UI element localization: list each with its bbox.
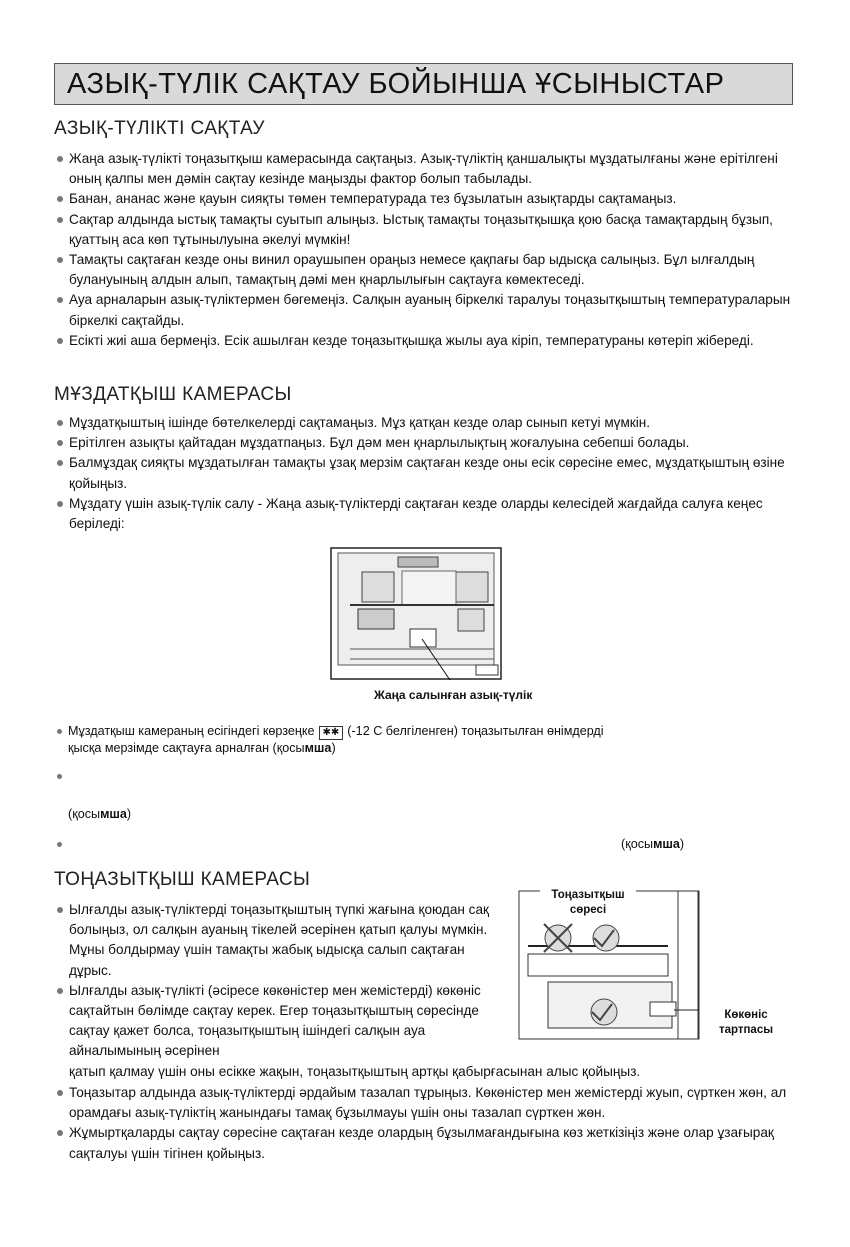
freezer-list — [56, 413, 794, 534]
empty-bullet — [56, 836, 78, 848]
note-text: Мұздатқыш камераның есігіндегі көрзеңке — [68, 724, 315, 738]
list-item: Жұмыртқаларды сақтау сөресіне сақтаған кезде олардың бұзылмағандығына көз жеткізіңіз және олар ұзағырақ сақталуы үшін тігінен қойыңыз. — [56, 1123, 794, 1163]
shelf-label: Тоңазытқыш сөресі — [540, 888, 636, 918]
note-text: қысқа мерзімде сақтауға арналған — [68, 741, 270, 755]
list-item: Сақтар алдында ыстық тамақты суытып алыңыз. Ыстық тамақты тоңазытқышқа қою басқа тамақтардың бұзып, қуаттың аса көп тұтынылуына әкелуі мүмкін! — [56, 210, 794, 250]
section-heading-freezer: МҰЗДАТҚЫШ КАМЕРАСЫ — [54, 384, 292, 405]
refrigerator-list — [56, 900, 508, 1062]
list-item: Мұздатқыштың ішінде бөтелкелерді сақтамаңыз. Мұз қатқан кезде олар сынып кетуі мүмкін. — [56, 413, 794, 433]
list-item: Тоңазытар алдында азық-түліктерді әрдайым тазалап тұрыңыз. Көкөністер мен жемістерді жуып, сүрткен жөн, ал орамдағы азық-түліктің жанындағы тамақ бұзылмауы үшін оны тазалап сүрткен жөн. — [56, 1083, 794, 1123]
list-item: Жаңа азық-түлікті тоңазытқыш камерасында сақтаңыз. Азық-түліктің қаншалықты мұздатылғаны және ерітілгені оның қалпы мен дәмін сақтау кезінде маңызды фактор болып табылады. — [56, 149, 794, 189]
figure-caption: Жаңа салынған азық-түлік — [374, 688, 533, 702]
list-item: Банан, ананас және қауын сияқты төмен температурада тез бұзылатын азықтарды сақтамаңыз. — [56, 189, 794, 209]
list-item: Есікті жиі аша бермеңіз. Есік ашылған кезде тоңазытқышқа жылы ауа кіріп, температураны көтеріп жібереді. — [56, 331, 794, 351]
food-storage-list — [56, 149, 794, 351]
freezer-door-basket-note — [56, 723, 768, 757]
note-text: (-12 С белгіленген) тоңазытылған өнімдерді — [347, 724, 604, 738]
optional-label: (қосымша) — [68, 807, 132, 821]
list-item: Балмұздақ сияқты мұздатылған тамақты ұзақ мерзім сақтаған кезде оны есік сөресіне емес, мұздатқыштың өзіне қойыңыз. — [56, 453, 794, 493]
page-title: АЗЫҚ-ТҮЛІК САҚТАУ БОЙЫНША ҰСЫНЫСТАР — [54, 63, 793, 105]
refrigerator-list-wide — [56, 1083, 794, 1164]
list-item: Ылғалды азық-түлікті (әсіресе көкөністер мен жемістерді) көкөніс сақтайтын бөлімде сақтау керек. Егер тоңазытқыштың сөресінде сақтау қажет болса, тоңазытқыштың ішіндегі салқын ауа айналымының әсерінен — [56, 981, 508, 1062]
freezer-compartment-illustration — [330, 547, 502, 680]
list-item: Мұздату үшін азық-түлік салу - Жаңа азық-түліктерді сақтаған кезде оларды келесідей жағдайда салуға кеңес беріледі: — [56, 494, 794, 534]
list-item: Ерітілген азықты қайтадан мұздатпаңыз. Бұл дәм мен қнарлылықтың жоғалуына себепші болады. — [56, 433, 794, 453]
list-item: Ылғалды азық-түліктерді тоңазытқыштың түпкі жағына қоюдан сақ болыңыз, ол салқын ауаның тікелей әсерінен қатып қалуы мүмкін. Мұны болдырмау үшін тамақты жабық ыдысқа салып сақтаған дұрыс. — [56, 900, 508, 981]
vegetable-drawer-label: Көкөніс тартпасы — [718, 1009, 774, 1036]
list-item: Ауа арналарын азық-түліктермен бөгемеңіз. Салқын ауаның біркелкі таралуы тоңазытқыштың температураларын біркелкі сақтайды. — [56, 290, 794, 330]
empty-bullet — [56, 768, 78, 780]
refrigerator-continuation: қатып қалмау үшін оны есікке жақын, тоңазытқыштың артқы қабырғасынан алыс қойыңыз. — [69, 1064, 641, 1079]
section-heading-refrigerator: ТОҢАЗЫТҚЫШ КАМЕРАСЫ — [54, 869, 311, 890]
double-star-icon: ✱✱ — [319, 726, 344, 740]
optional-label: (қосымша) — [272, 741, 336, 755]
list-item: Тамақты сақтаған кезде оны винил ораушыпен ораңыз немесе қақпағы бар ыдысқа салыңыз. Бұл ылғалдың булануының алдын алып, тамақтың дәмі мен қнарлылығын сақтауға көмектеседі. — [56, 250, 794, 290]
section-heading-food-storage: АЗЫҚ-ТҮЛІКТІ САҚТАУ — [54, 118, 265, 139]
optional-label: (қосымша) — [621, 837, 685, 851]
